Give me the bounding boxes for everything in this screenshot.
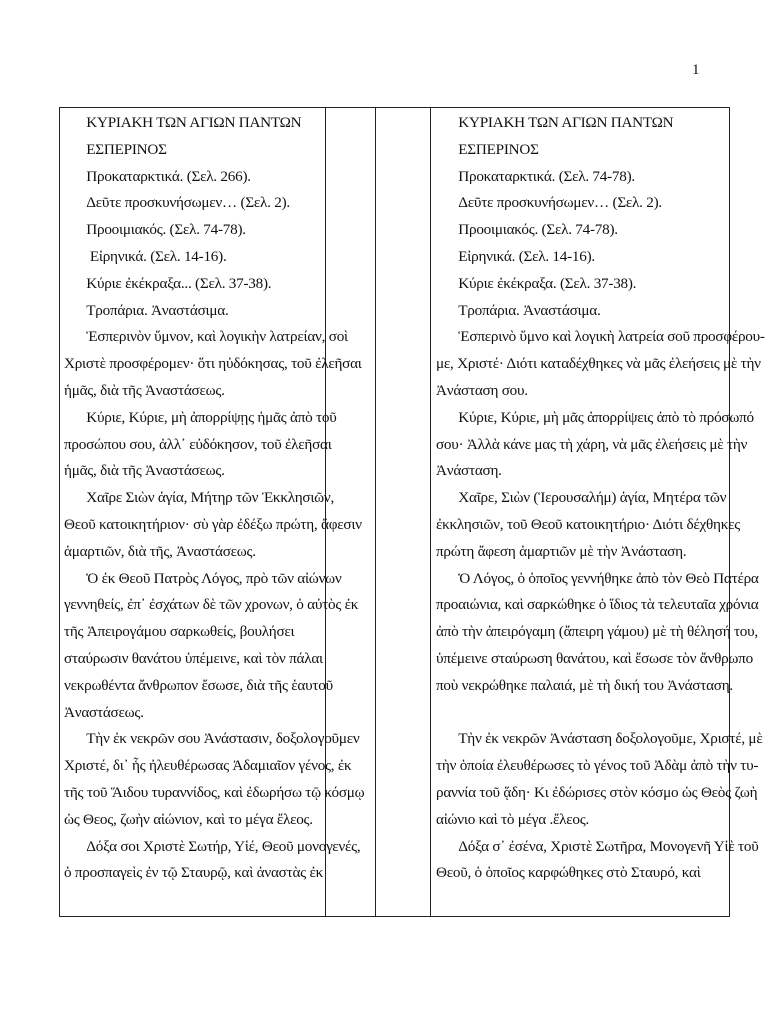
- original-text-column: [64, 110, 365, 887]
- text-line: Εἰρηνικά. (Σελ. 14-16).: [64, 247, 227, 265]
- text-line: Τροπάρια. Ἀναστάσιμα.: [64, 301, 229, 319]
- text-line: Τὴν ἐκ νεκρῶν Ἀνάσταση δοξολογοῦμε, Χριστέ, μὲ: [436, 730, 763, 748]
- text-line: σου· Ἀλλὰ κάνε μας τὴ χάρη, νὰ μᾶς ἐλεήσεις μὲ τὴν: [436, 435, 748, 453]
- translation-column: [436, 110, 765, 887]
- text-line: Κύριε, Κύριε, μὴ μᾶς ἀπορρίψεις ἀπὸ τὸ πρόσωπό: [436, 408, 754, 426]
- text-line: προσώπου σου, ἀλλ᾽ εὐδόκησον, τοῦ ἐλεῆσαι: [64, 435, 332, 453]
- text-line: Δεῦτε προσκυνήσωμεν… (Σελ. 2).: [436, 194, 662, 212]
- text-line: Ἀνάσταση σου.: [436, 381, 528, 399]
- text-line: ραννία τοῦ ᾅδη· Κι ἐδώρισες στὸν κόσμο ὡς Θεὸς ζωὴ: [436, 783, 758, 801]
- text-line: Χριστὲ προσφέρομεν· ὅτι ηὐδόκησας, τοῦ ἐλεῆσαι: [64, 355, 362, 373]
- text-line: Εἰρηνικά. (Σελ. 14-16).: [436, 247, 595, 265]
- text-line: Κύριε ἐκέκραξα... (Σελ. 37-38).: [64, 274, 272, 292]
- column-divider: [430, 108, 431, 916]
- text-line: Κύριε, Κύριε, μὴ ἀπορρίψῃς ἡμᾶς ἀπὸ τοῦ: [64, 408, 337, 426]
- text-line: Ὁ Λόγος, ὁ ὁποῖος γεννήθηκε ἀπὸ τὸν Θεὸ Πατέρα: [436, 569, 759, 587]
- text-line: Ἀνάσταση.: [436, 462, 502, 480]
- text-line: νεκρωθέντα ἄνθρωπον ἔσωσε, διὰ τῆς ἑαυτοῦ: [64, 676, 333, 694]
- text-line: ἁμαρτιῶν, διὰ τῆς, Ἀναστάσεως.: [64, 542, 256, 560]
- text-line: ποὺ νεκρώθηκε παλαιά, μὲ τὴ δική του Ἀνάσταση.: [436, 676, 733, 694]
- text-line: αἰώνιο καὶ τὸ μέγα .ἔλεος.: [436, 810, 590, 828]
- text-line: Χριστέ, δι᾽ ἧς ἠλευθέρωσας Ἀδαμιαῖον γένος, ἐκ: [64, 757, 352, 775]
- text-line: προαιώνια, καὶ σαρκώθηκε ὁ ἴδιος τὰ τελευταῖα χρόνια: [436, 596, 759, 614]
- text-line: Δόξα σ᾽ ἐσένα, Χριστὲ Σωτῆρα, Μονογενῆ Υἱὲ τοῦ: [436, 837, 759, 855]
- text-line: τὴν ὁποία ἐλευθέρωσες τὸ γένος τοῦ Ἀδὰμ ἀπὸ τὴν τυ-: [436, 757, 759, 775]
- text-line: γεννηθείς, ἐπ᾽ ἐσχάτων δὲ τῶν χρονων, ὁ αὐτὸς ἐκ: [64, 596, 359, 614]
- text-line: Ἑσπερινὸ ὕμνο καὶ λογικὴ λατρεία σοῦ προσφέρου-: [436, 328, 765, 346]
- text-line: Ἀναστάσεως.: [64, 703, 144, 721]
- text-line: [436, 700, 728, 727]
- text-line: Προοιμιακός. (Σελ. 74-78).: [436, 221, 618, 239]
- text-line: τῆς τοῦ Ἅιδου τυραννίδος, καὶ ἐδωρήσω τῷ κόσμῳ: [64, 783, 365, 801]
- text-line: Χαῖρε Σιὼν ἁγία, Μήτηρ τῶν Ἐκκλησιῶν,: [64, 489, 335, 507]
- text-line: ΚΥΡΙΑΚΗ ΤΩΝ ΑΓΙΩΝ ΠΑΝΤΩΝ: [436, 114, 674, 131]
- text-line: με, Χριστέ· Διότι καταδέχθηκες νὰ μᾶς ἐλεήσεις μὲ τὴν: [436, 355, 761, 373]
- text-line: ἡμᾶς, διὰ τῆς Ἀναστάσεως.: [64, 381, 225, 399]
- text-line: Χαῖρε, Σιὼν (Ἱερουσαλήμ) ἁγία, Μητέρα τῶν: [436, 489, 727, 507]
- page-number: 1: [692, 62, 700, 78]
- text-line: Προκαταρκτικά. (Σελ. 266).: [64, 167, 251, 185]
- text-line: ὑπέμεινε σταύρωση θανάτου, καὶ ἔσωσε τὸν ἄνθρωπο: [436, 649, 753, 667]
- text-line: Προοιμιακός. (Σελ. 74-78).: [64, 221, 246, 239]
- text-line: ἡμᾶς, διὰ τῆς Ἀναστάσεως.: [64, 462, 225, 480]
- text-line: ὁ προσπαγεὶς ἐν τῷ Σταυρῷ, καὶ ἀναστὰς ἐκ: [64, 864, 324, 882]
- text-line: πρώτη ἄφεση ἁμαρτιῶν μὲ τὴν Ἀνάσταση.: [436, 542, 687, 560]
- text-line: ΕΣΠΕΡΙΝΟΣ: [436, 140, 539, 158]
- text-line: ὡς Θεος, ζωὴν αἰώνιον, καὶ το μέγα ἔλεος.: [64, 810, 313, 828]
- text-line: Ὁ ἐκ Θεοῦ Πατρὸς Λόγος, πρὸ τῶν αἰώνων: [64, 569, 342, 587]
- text-line: Δόξα σοι Χριστὲ Σωτήρ, Υἱέ, Θεοῦ μονογενές,: [64, 837, 361, 855]
- column-divider: [375, 108, 376, 916]
- text-line: ΕΣΠΕΡΙΝΟΣ: [64, 140, 167, 158]
- text-line: Τροπάρια. Ἀναστάσιμα.: [436, 301, 601, 319]
- two-column-table: [59, 107, 765, 917]
- text-line: ἐκκλησιῶν, τοῦ Θεοῦ κατοικητήριο· Διότι δέχθηκες: [436, 515, 740, 533]
- text-line: Προκαταρκτικά. (Σελ. 74-78).: [436, 167, 635, 185]
- text-line: Θεοῦ κατοικητήριον· σὺ γὰρ ἐδέξω πρώτη, ἄφεσιν: [64, 515, 362, 533]
- text-line: τῆς Ἀπειρογάμου σαρκωθείς, βουλήσει: [64, 623, 295, 641]
- text-line: Ἑσπερινὸν ὕμνον, καὶ λογικὴν λατρείαν, σοὶ: [64, 328, 348, 346]
- text-line: σταύρωσιν θανάτου ὑπέμεινε, καὶ τὸν πάλαι: [64, 649, 323, 667]
- text-line: ἀπὸ τὴν ἀπειρόγαμη (ἄπειρη γάμου) μὲ τὴ θέλησή του,: [436, 623, 758, 641]
- text-line: ΚΥΡΙΑΚΗ ΤΩΝ ΑΓΙΩΝ ΠΑΝΤΩΝ: [64, 114, 302, 131]
- text-line: Θεοῦ, ὁ ὁποῖος καρφώθηκες στὸ Σταυρό, καὶ: [436, 864, 701, 882]
- text-line: Τὴν ἐκ νεκρῶν σου Ἀνάστασιν, δοξολογοῦμεν: [64, 730, 360, 748]
- text-line: Κύριε ἐκέκραξα. (Σελ. 37-38).: [436, 274, 637, 292]
- text-line: Δεῦτε προσκυνήσωμεν… (Σελ. 2).: [64, 194, 290, 212]
